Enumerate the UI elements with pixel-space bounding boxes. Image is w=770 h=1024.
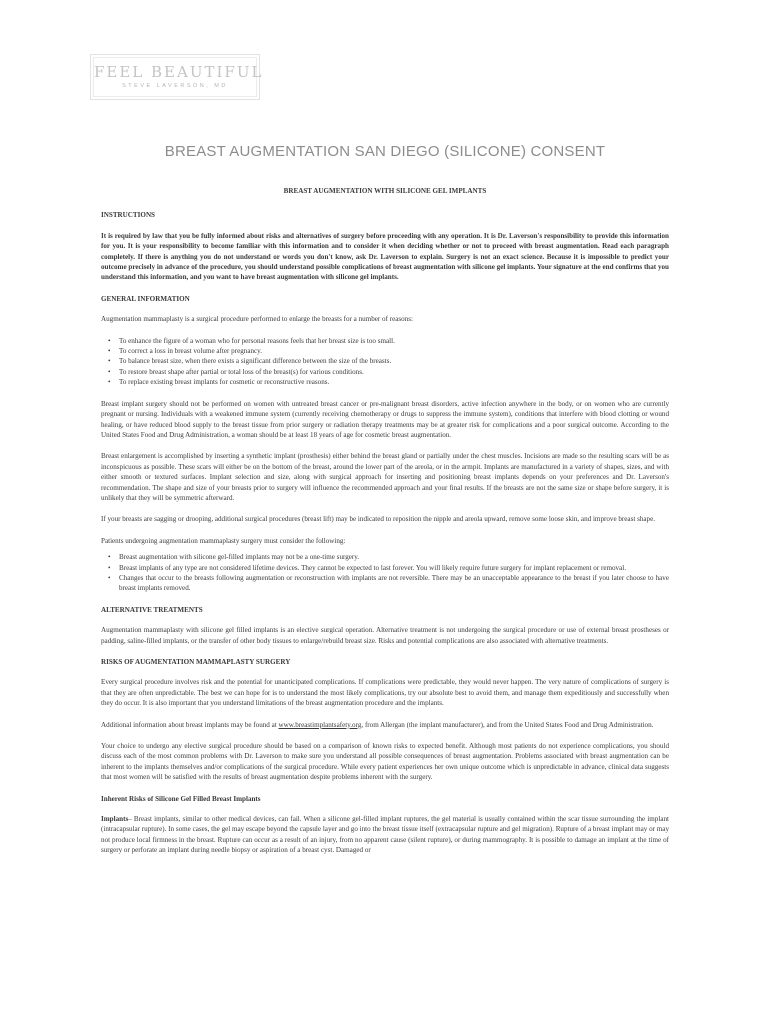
list-item: • To enhance the figure of a woman who for personal reasons feels that her breast size is too small. — [119, 336, 669, 346]
list-item: • To replace existing breast implants for cosmetic or reconstructive reasons. — [119, 377, 669, 387]
general-intro: Augmentation mammaplasty is a surgical procedure performed to enlarge the breasts for a number of reasons: — [101, 315, 413, 324]
list-item: • Changes that occur to the breasts following augmentation or reconstruction with implants are not reversible. There may be an unacceptable appearance to the breast if you later choose to have breast implants removed. — [119, 573, 669, 594]
general-info-heading: GENERAL INFORMATION — [101, 294, 190, 303]
list-item: • To balance breast size, when there exists a significant difference between the size of the breasts. — [119, 356, 669, 366]
consent-document — [101, 186, 669, 856]
list-item: • To restore breast shape after partial or total loss of the breast(s) for various conditions. — [119, 367, 669, 377]
risks-text: Every surgical procedure involves risk and the potential for unanticipated complications. If complications were predictable, they would never happen. The very nature of complications of surgery is that they are often unpredictable. The best we can hope for is to understand the most likely complications, try our absolute best to avoid them, and manage them expeditiously and successfully when they do occur. It is also important that you understand limitations of the breast augmentation procedure and the implants. — [101, 678, 669, 708]
additional-info-paragraph — [101, 720, 669, 730]
implants-label: Implants — [101, 815, 129, 824]
choice-paragraph: Your choice to undergo any elective surgical procedure should be based on a comparison of known risks to expected benefit. Although most patients do not experience complications, you should discuss each of the most common problems with Dr. Laverson to make sure you understand all possible consequences of breast augmentation. Problems associated with breast augmentation can be inherent to the implants themselves and/or complications of the surgical procedure. While every patient experiences her own unique outcome which is unpredictable in advance, clinical data suggests that most women will be satisfied with the results of breast augmentation despite problems inherent with the surgery. — [101, 742, 669, 782]
additional-info-text-end: , from Allergan (the implant manufacturer), and from the United States Food and Drug Administration. — [361, 720, 654, 729]
alternatives-text: Augmentation mammaplasty with silicone gel filled implants is an elective surgical operation. Alternative treatment is not undergoing the surgical procedure or use of external breast prostheses or padding, saline-filled implants, or the transfer of other body tissues to enlarge/rebuild breast size. Risks and potential complications are also associated with alternative treatments. — [101, 626, 669, 645]
enlargement-paragraph: Breast enlargement is accomplished by inserting a synthetic implant (prosthesis) either behind the breast gland or partially under the chest muscles. Incisions are made so the resulting scars will be as inconspicuous as possible. These scars will either be on the bottom of the breast, around the lower part of the areola, or in the armpit. Implants are manufactured in a variety of shapes, sizes, and with either smooth or textured surfaces. Implant selection and size, along with surgical approach for inserting and positioning breast implants depends on your preferences and Dr. Laverson's recommendation. The shape and size of your breasts prior to surgery will influence the recommended approach and your final results. If the breasts are not the same size or shape before surgery, it is unlikely that they will be symmetric afterward. — [101, 452, 669, 502]
list-item: • To correct a loss in breast volume after pregnancy. — [119, 346, 669, 356]
instructions-heading: INSTRUCTIONS — [101, 211, 156, 220]
page-title: BREAST AUGMENTATION SAN DIEGO (SILICONE) CONSENT — [164, 143, 606, 160]
alternatives-heading: ALTERNATIVE TREATMENTS — [101, 605, 203, 614]
inherent-risks-heading: Inherent Risks of Silicone Gel Filled Breast Implants — [101, 794, 261, 803]
list-item: • Breast augmentation with silicone gel-filled implants may not be a one-time surgery. — [119, 552, 669, 562]
list-item: • Breast implants of any type are not considered lifetime devices. They cannot be expected to last forever. You will likely require future surgery for implant replacement or removal. — [119, 563, 669, 573]
implant-safety-link[interactable]: www.breastimplantsafety.org — [278, 720, 362, 729]
logo-title: FEEL BEAUTIFUL — [94, 63, 264, 81]
implants-paragraph — [101, 814, 669, 856]
considerations-intro: Patients undergoing augmentation mammaplasty surgery must consider the following: — [101, 536, 346, 545]
additional-info-text: Additional information about breast implants may be found at — [101, 720, 279, 729]
logo-frame — [93, 57, 264, 97]
document-subtitle: BREAST AUGMENTATION WITH SILICONE GEL IMPLANTS — [283, 187, 487, 195]
instructions-text: It is required by law that you be fully informed about risks and alternatives of surgery before proceeding with any operation. It is Dr. Laverson's responsibility to provide this information for you. It is your responsibility to become familiar with this information and to consider it when deciding whether or not to proceed with breast augmentation. Read each paragraph completely. If there is anything you do not understand or words you don't know, ask Dr. Laverson to explain. Surgery is not an exact science. Because it is impossible to predict your outcome precisely in advance of the procedure, you should understand possible complications of breast augmentation with silicone gel implants. Your signature at the end confirms that you understand this information, and you want to have breast augmentation with silicone gel implants. — [101, 231, 669, 282]
risks-heading: RISKS OF AUGMENTATION MAMMAPLASTY SURGERY — [101, 658, 291, 666]
considerations-list — [101, 552, 669, 594]
implants-text: – Breast implants, similar to other medical devices, can fail. When a silicone gel-filled implant ruptures, the gel material is usually contained within the scar tissue surrounding the implant (intracapsular rupture). In some cases, the gel may escape beyond the capsule layer and go into the breast tissue itself (extracapsular rupture and gel migration). Rupture of a breast implant may or may not produce local firmness in the breast. Rupture can occur as a result of an injury, from no apparent cause (silent rupture), or during mammography. It is possible to damage an implant at the time of surgery or perforate an implant during needle biopsy or aspiration of a breast cyst. Damaged or — [101, 815, 669, 855]
reasons-list — [101, 336, 669, 388]
contraindications-paragraph: Breast implant surgery should not be performed on women with untreated breast cancer or pre-malignant breast disorders, active infection anywhere in the body, or on women who are currently pregnant or nursing. Individuals with a weakened immune system (currently receiving chemotherapy or drugs to suppress the immune system), conditions that interfere with blood clotting or wound healing, or have reduced blood supply to the breast tissue from prior surgery or radiation therapy treatments may be at greater risk for complications and a poor surgical outcome. According to the United States Food and Drug Administration, a woman should be at least 18 years of age for cosmetic breast augmentation. — [101, 399, 669, 439]
sagging-paragraph: If your breasts are sagging or drooping, additional surgical procedures (breast lift) may be indicated to reposition the nipple and areola upward, remove some loose skin, and improve breast shape. — [101, 515, 656, 524]
logo[interactable] — [90, 54, 264, 100]
logo-subtitle: STEVE LAVERSON, MD — [122, 83, 228, 89]
